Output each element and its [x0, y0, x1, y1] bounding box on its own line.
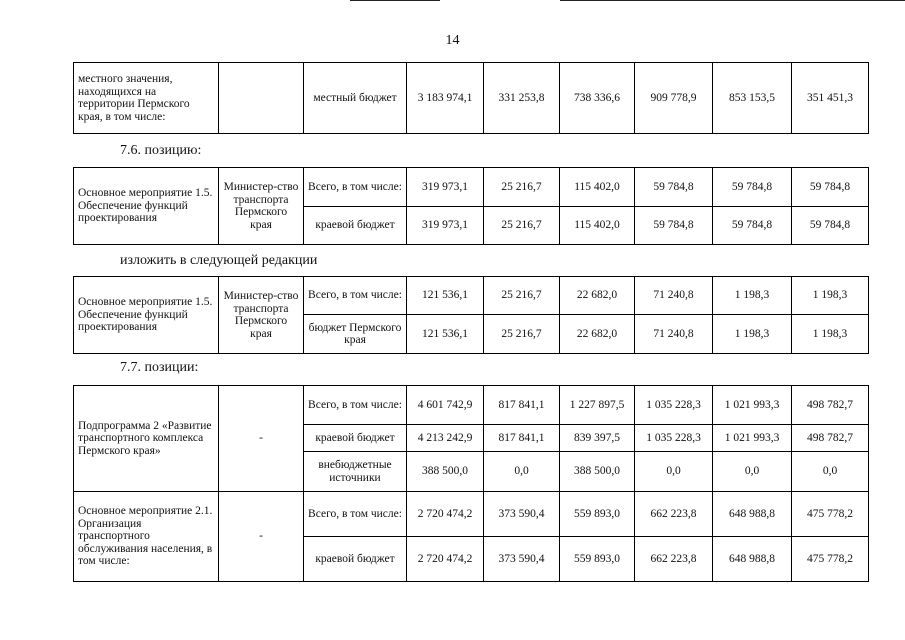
value-cell: 121 536,1: [407, 277, 484, 315]
value-cell: 0,0: [792, 452, 869, 492]
value-cell: 115 402,0: [560, 207, 635, 245]
source-cell: внебюджетные источники: [304, 452, 407, 492]
value-cell: 2 720 474,2: [407, 492, 484, 537]
row-name-cell: Подпрограмма 2 «Развитие транспортного комплекса Пермского края»: [74, 386, 219, 492]
value-cell: 59 784,8: [713, 207, 792, 245]
top-border-line: [0, 0, 905, 6]
value-cell: 817 841,1: [484, 425, 560, 452]
value-cell: 559 893,0: [560, 537, 635, 582]
value-cell: 4 601 742,9: [407, 386, 484, 425]
value-cell: 498 782,7: [792, 386, 869, 425]
value-cell: 59 784,8: [792, 207, 869, 245]
value-cell: 738 336,6: [560, 63, 635, 134]
row-name-cell: местного значения, находящихся на территории Пермского края, в том числе:: [74, 63, 219, 134]
table-7-6-old: [73, 167, 869, 245]
value-cell: 817 841,1: [484, 386, 560, 425]
value-cell: 648 988,8: [713, 537, 792, 582]
value-cell: 71 240,8: [635, 277, 713, 315]
value-cell: 498 782,7: [792, 425, 869, 452]
value-cell: 0,0: [713, 452, 792, 492]
value-cell: 22 682,0: [560, 277, 635, 315]
value-cell: 909 778,9: [635, 63, 713, 134]
responsible-cell: Министер-ство транспорта Пермского края: [219, 168, 304, 245]
value-cell: 2 720 474,2: [407, 537, 484, 582]
value-cell: 388 500,0: [407, 452, 484, 492]
value-cell: 22 682,0: [560, 315, 635, 354]
table-row: [74, 168, 869, 207]
value-cell: 1 035 228,3: [635, 386, 713, 425]
value-cell: 59 784,8: [635, 207, 713, 245]
value-cell: 319 973,1: [407, 207, 484, 245]
value-cell: 0,0: [635, 452, 713, 492]
heading-7-7: 7.7. позиции:: [120, 360, 199, 375]
value-cell: 1 198,3: [792, 315, 869, 354]
value-cell: 373 590,4: [484, 492, 560, 537]
value-cell: 1 035 228,3: [635, 425, 713, 452]
responsible-cell: -: [219, 492, 304, 582]
source-cell: Всего, в том числе:: [304, 277, 407, 315]
value-cell: 331 253,8: [484, 63, 560, 134]
row-name-cell: Основное мероприятие 2.1. Организация транспортного обслуживания населения, в том числе:: [74, 492, 219, 582]
source-cell: Всего, в том числе:: [304, 168, 407, 207]
value-cell: 1 021 993,3: [713, 425, 792, 452]
responsible-cell: -: [219, 386, 304, 492]
row-name-cell: Основное мероприятие 1.5. Обеспечение функций проектирования: [74, 277, 219, 354]
value-cell: 25 216,7: [484, 277, 560, 315]
value-cell: 71 240,8: [635, 315, 713, 354]
value-cell: 59 784,8: [792, 168, 869, 207]
page-number: 14: [445, 33, 460, 48]
value-cell: 1 021 993,3: [713, 386, 792, 425]
responsible-cell: [219, 63, 304, 134]
source-cell: местный бюджет: [304, 63, 407, 134]
responsible-cell: Министер-ство транспорта Пермского края: [219, 277, 304, 354]
value-cell: 1 227 897,5: [560, 386, 635, 425]
source-cell: бюджет Пермского края: [304, 315, 407, 354]
source-cell: краевой бюджет: [304, 425, 407, 452]
table-7-6-new: [73, 276, 869, 354]
value-cell: 388 500,0: [560, 452, 635, 492]
value-cell: 559 893,0: [560, 492, 635, 537]
value-cell: 351 451,3: [792, 63, 869, 134]
heading-new-edition: изложить в следующей редакции: [120, 253, 318, 268]
value-cell: 121 536,1: [407, 315, 484, 354]
value-cell: 25 216,7: [484, 207, 560, 245]
table-top-fragment: [73, 62, 869, 134]
table-row: [74, 277, 869, 315]
heading-7-6: 7.6. позицию:: [120, 143, 202, 158]
value-cell: 853 153,5: [713, 63, 792, 134]
value-cell: 1 198,3: [792, 277, 869, 315]
value-cell: 1 198,3: [713, 315, 792, 354]
table-row: [74, 386, 869, 425]
row-name-cell: Основное мероприятие 1.5. Обеспечение функций проектирования: [74, 168, 219, 245]
value-cell: 475 778,2: [792, 537, 869, 582]
table-row: [74, 63, 869, 134]
value-cell: 662 223,8: [635, 537, 713, 582]
value-cell: 648 988,8: [713, 492, 792, 537]
table-7-7: [73, 385, 869, 582]
value-cell: 59 784,8: [635, 168, 713, 207]
source-cell: Всего, в том числе:: [304, 492, 407, 537]
value-cell: 475 778,2: [792, 492, 869, 537]
table-row: [74, 492, 869, 537]
value-cell: 25 216,7: [484, 168, 560, 207]
value-cell: 59 784,8: [713, 168, 792, 207]
value-cell: 319 973,1: [407, 168, 484, 207]
value-cell: 115 402,0: [560, 168, 635, 207]
source-cell: краевой бюджет: [304, 537, 407, 582]
value-cell: 839 397,5: [560, 425, 635, 452]
value-cell: 0,0: [484, 452, 560, 492]
value-cell: 25 216,7: [484, 315, 560, 354]
source-cell: Всего, в том числе:: [304, 386, 407, 425]
value-cell: 3 183 974,1: [407, 63, 484, 134]
source-cell: краевой бюджет: [304, 207, 407, 245]
value-cell: 373 590,4: [484, 537, 560, 582]
value-cell: 1 198,3: [713, 277, 792, 315]
value-cell: 4 213 242,9: [407, 425, 484, 452]
value-cell: 662 223,8: [635, 492, 713, 537]
